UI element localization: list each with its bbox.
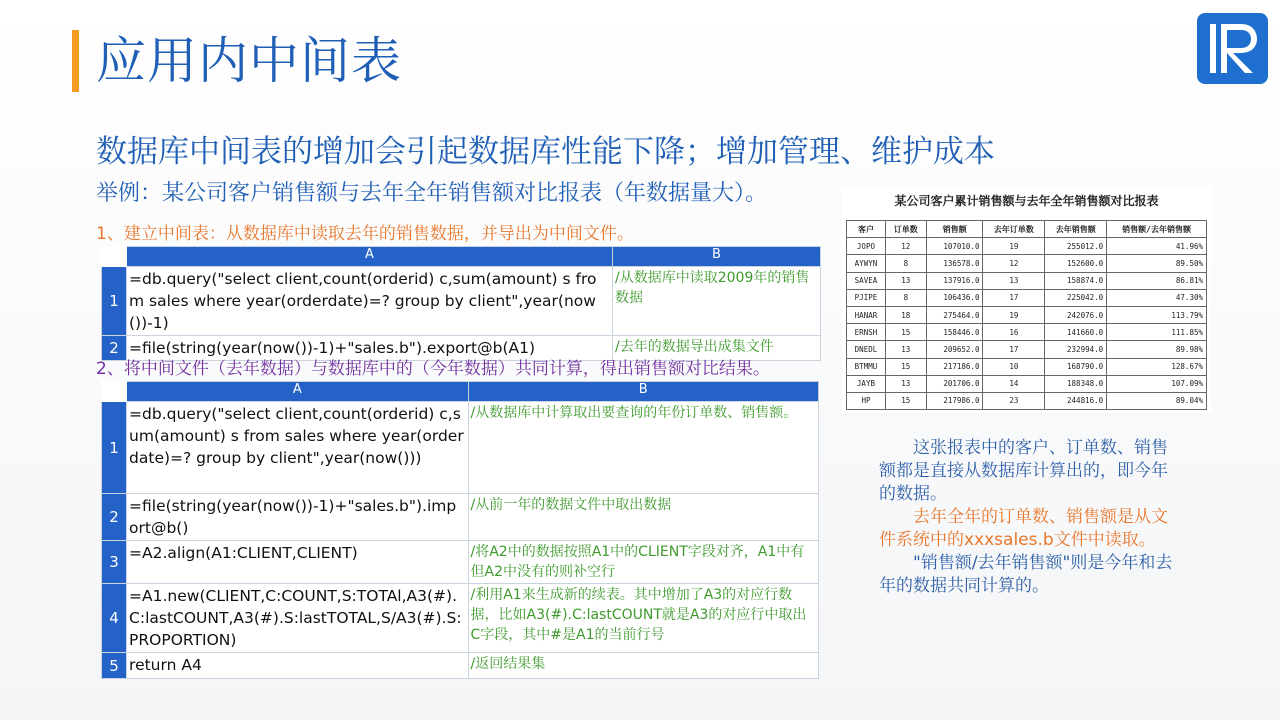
note-paragraph-1: 这张报表中的客户、订单数、销售额都是直接从数据库计算出的，即今年的数据。: [879, 438, 1168, 504]
report-row: [847, 306, 1207, 323]
grid-corner: [102, 382, 127, 402]
comment-cell[interactable]: /从数据库中读取2009年的销售数据: [613, 267, 821, 336]
report-cell: 168790.0: [1045, 358, 1107, 375]
report-row: [847, 375, 1207, 392]
report-cell: 188348.0: [1045, 375, 1107, 392]
code-grid-1: [101, 246, 821, 361]
table-row: [102, 584, 819, 653]
report-cell: 209652.0: [926, 341, 983, 358]
report-cell: HANAR: [847, 306, 886, 323]
report-row: [847, 324, 1207, 341]
report-cell: 111.85%: [1107, 324, 1207, 341]
table-row: [102, 494, 819, 541]
report-cell: 113.79%: [1107, 306, 1207, 323]
report-cell: 10: [983, 358, 1045, 375]
row-number[interactable]: 1: [102, 267, 127, 336]
report-cell: 86.81%: [1107, 272, 1207, 289]
report-row: [847, 392, 1207, 409]
comment-cell[interactable]: /从数据库中计算取出要查询的年份订单数、销售额。: [468, 402, 819, 494]
report-cell: HP: [847, 392, 886, 409]
table-row: [102, 653, 819, 679]
report-header-cell: 销售额/去年销售额: [1107, 221, 1207, 238]
code-grid-2: [101, 381, 819, 679]
report-row: [847, 289, 1207, 306]
code-cell[interactable]: =db.query("select client,count(orderid) c,sum(amount) s from sales where year(orderdate)=? group by client",year(now())-1): [127, 267, 613, 336]
grid-corner: [102, 247, 127, 267]
report-header-cell: 订单数: [885, 221, 926, 238]
comment-cell[interactable]: /返回结果集: [468, 653, 819, 679]
report-cell: ERNSH: [847, 324, 886, 341]
report-cell: 47.30%: [1107, 289, 1207, 306]
report-cell: 15: [885, 358, 926, 375]
report-cell: 201706.0: [926, 375, 983, 392]
report-cell: 242076.0: [1045, 306, 1107, 323]
report-cell: 13: [885, 272, 926, 289]
report-cell: 158874.0: [1045, 272, 1107, 289]
code-cell[interactable]: return A4: [127, 653, 468, 679]
column-header-b[interactable]: B: [613, 247, 821, 267]
code-cell[interactable]: =A1.new(CLIENT,C:COUNT,S:TOTAl,A3(#).C:lastCOUNT,A3(#).S:lastTOTAL,S/A3(#).S:PROPORTION): [127, 584, 468, 653]
column-header-a[interactable]: A: [127, 247, 613, 267]
report-cell: 12: [983, 255, 1045, 272]
report-cell: 13: [885, 375, 926, 392]
example-text: 举例：某公司客户销售额与去年全年销售额对比报表（年数据量大）。: [96, 181, 768, 206]
comment-cell[interactable]: /去年的数据导出成集文件: [613, 336, 821, 361]
report-cell: 217186.0: [926, 358, 983, 375]
note-paragraph-2: 去年全年的订单数、销售额是从文件系统中的xxxsales.b文件中读取。: [879, 507, 1168, 550]
report-cell: 17: [983, 289, 1045, 306]
report-cell: 23: [983, 392, 1045, 409]
report-cell: DNEDL: [847, 341, 886, 358]
report-cell: 158446.0: [926, 324, 983, 341]
report-cell: 18: [885, 306, 926, 323]
report-cell: 17: [983, 341, 1045, 358]
report-cell: 275464.0: [926, 306, 983, 323]
report-cell: 19: [983, 238, 1045, 255]
report-cell: 12: [885, 238, 926, 255]
report-cell: BTMMU: [847, 358, 886, 375]
report-cell: SAVEA: [847, 272, 886, 289]
report-cell: 13: [983, 272, 1045, 289]
report-row: [847, 272, 1207, 289]
table-row: [102, 267, 821, 336]
report-cell: 89.98%: [1107, 341, 1207, 358]
explanation-note: [879, 437, 1184, 598]
row-number[interactable]: 5: [102, 653, 127, 679]
report-cell: 41.96%: [1107, 238, 1207, 255]
report-cell: 141660.0: [1045, 324, 1107, 341]
report-cell: 19: [983, 306, 1045, 323]
report-cell: 16: [983, 324, 1045, 341]
report-title: 某公司客户累计销售额与去年全年销售额对比报表: [894, 194, 1159, 208]
report-cell: 225042.0: [1045, 289, 1107, 306]
note-paragraph-3: "销售额/去年销售额"则是今年和去年的数据共同计算的。: [879, 553, 1173, 596]
comment-cell[interactable]: /从前一年的数据文件中取出数据: [468, 494, 819, 541]
report-header-cell: 客户: [847, 221, 886, 238]
report-cell: 15: [885, 392, 926, 409]
report-header-cell: 去年订单数: [983, 221, 1045, 238]
report-cell: 255012.0: [1045, 238, 1107, 255]
headline: 数据库中间表的增加会引起数据库性能下降；增加管理、维护成本: [96, 134, 995, 170]
report-cell: 89.50%: [1107, 255, 1207, 272]
report-header-cell: 销售额: [926, 221, 983, 238]
report-cell: 8: [885, 255, 926, 272]
report-row: [847, 238, 1207, 255]
report-cell: 128.67%: [1107, 358, 1207, 375]
report-cell: 232994.0: [1045, 341, 1107, 358]
table-row: [102, 541, 819, 584]
row-number[interactable]: 1: [102, 402, 127, 494]
report-row: [847, 358, 1207, 375]
report-cell: 89.04%: [1107, 392, 1207, 409]
report-cell: 217986.0: [926, 392, 983, 409]
report-cell: AYWYN: [847, 255, 886, 272]
report-table: [846, 220, 1207, 410]
report-cell: 106436.0: [926, 289, 983, 306]
report-cell: JAYB: [847, 375, 886, 392]
code-cell[interactable]: =db.query("select client,count(orderid) c,sum(amount) s from sales where year(orderdate)=? group by client",year(now())): [127, 402, 468, 494]
report-cell: 107.09%: [1107, 375, 1207, 392]
report-row: [847, 341, 1207, 358]
brand-logo-icon: [1197, 13, 1268, 84]
title-accent-bar: [72, 30, 79, 92]
table-row: [102, 402, 819, 494]
report-cell: JOPO: [847, 238, 886, 255]
row-number[interactable]: 3: [102, 541, 127, 584]
report-cell: 14: [983, 375, 1045, 392]
column-header-b[interactable]: B: [468, 382, 819, 402]
report-image: [842, 187, 1211, 413]
code-cell[interactable]: =file(string(year(now())-1)+"sales.b").export@b(A1): [127, 336, 613, 361]
report-cell: 107010.0: [926, 238, 983, 255]
report-header-cell: 去年销售额: [1045, 221, 1107, 238]
row-number[interactable]: 2: [102, 336, 127, 361]
report-cell: 137916.0: [926, 272, 983, 289]
report-row: [847, 255, 1207, 272]
step1-text: 1、建立中间表：从数据库中读取去年的销售数据，并导出为中间文件。: [96, 224, 634, 244]
code-cell[interactable]: =A2.align(A1:CLIENT,CLIENT): [127, 541, 468, 584]
report-cell: 136578.0: [926, 255, 983, 272]
report-cell: 13: [885, 341, 926, 358]
page-title: 应用内中间表: [96, 32, 402, 90]
report-cell: 15: [885, 324, 926, 341]
comment-cell[interactable]: /利用A1来生成新的续表。其中增加了A3的对应行数据，比如A3(#).C:lastCOUNT就是A3的对应行中取出C字段，其中#是A1的当前行号: [468, 584, 819, 653]
step2-text: 2、将中间文件（去年数据）与数据库中的（今年数据）共同计算，得出销售额对比结果。: [96, 359, 770, 379]
report-cell: 244816.0: [1045, 392, 1107, 409]
report-cell: 152600.0: [1045, 255, 1107, 272]
report-cell: 8: [885, 289, 926, 306]
row-number[interactable]: 4: [102, 584, 127, 653]
code-cell[interactable]: =file(string(year(now())-1)+"sales.b").import@b(): [127, 494, 468, 541]
row-number[interactable]: 2: [102, 494, 127, 541]
comment-cell[interactable]: /将A2中的数据按照A1中的CLIENT字段对齐，A1中有但A2中没有的则补空行: [468, 541, 819, 584]
report-cell: PJIPE: [847, 289, 886, 306]
column-header-a[interactable]: A: [127, 382, 468, 402]
